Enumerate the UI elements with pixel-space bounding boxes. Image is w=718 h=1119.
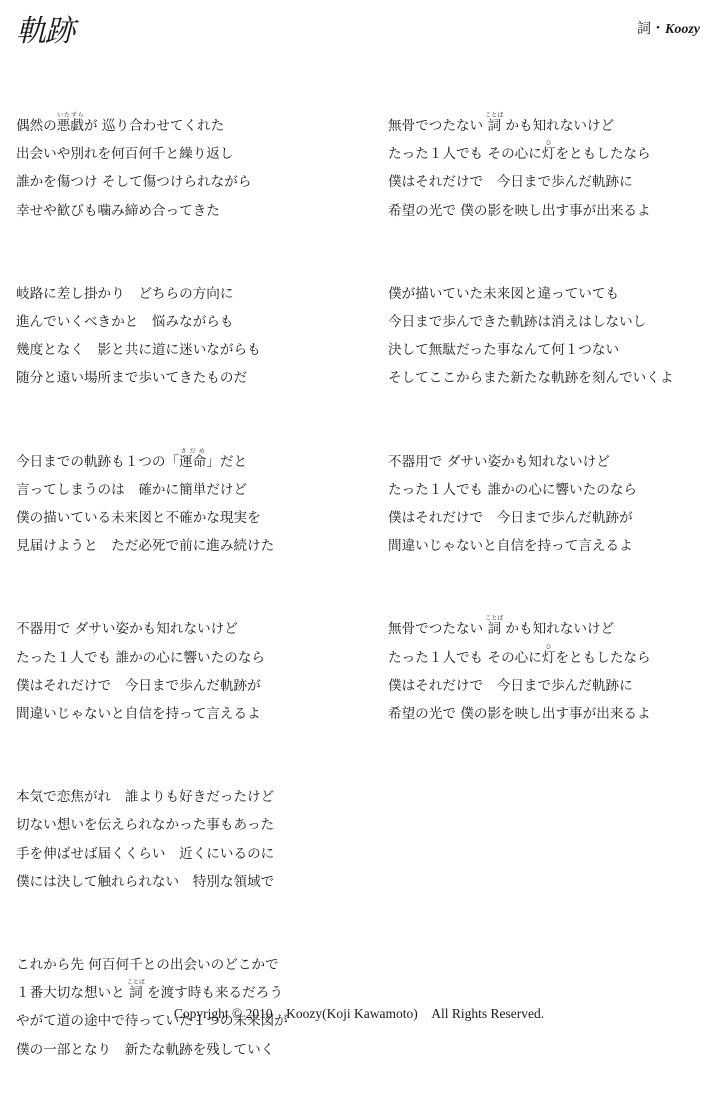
lyric-line: そしてここからまた新たな軌跡を刻んでいくよ (388, 370, 674, 387)
lyric-line: 不器用で ダサい姿かも知れないけど (16, 621, 238, 638)
lyric-line: これから先 何百何千との出会いのどこかで (16, 957, 279, 974)
furigana-ruby: 詞ことば (485, 112, 504, 134)
lyrics-stanza (388, 615, 713, 728)
song-title: 軌跡 (16, 14, 74, 49)
lyric-line: 僕はそれだけで 今日まで歩んだ軌跡に (388, 174, 633, 191)
lyrics-stanza (16, 783, 361, 896)
lyric-line: 間違いじゃないと自信を持って言えるよ (16, 706, 261, 723)
lyric-line: たった１人でも その心に灯ひをともしたなら (388, 140, 651, 163)
lyric-line: 僕には決して触れられない 特別な領域で (16, 873, 275, 890)
lyrics-left-column (16, 112, 361, 1119)
credit-author: Koozy (665, 22, 700, 37)
furigana-ruby: 運命さだめ (179, 447, 207, 470)
lyric-line: たった１人でも 誰かの心に響いたのなら (388, 481, 638, 498)
lyrics-right-column (388, 112, 713, 783)
lyrics-stanza (388, 112, 713, 225)
lyric-line: 言ってしまうのは 確かに簡単だけど (16, 481, 248, 498)
lyrics-stanza (16, 112, 361, 225)
lyric-line: 進んでいくべきかと 悩みながらも (16, 314, 234, 331)
lyric-line: 希望の光で 僕の影を映し出す事が出来るよ (388, 706, 651, 723)
lyric-line: 今日までの軌跡も１つの「運命さだめ」だと (16, 447, 248, 470)
lyricist-credit (637, 18, 700, 38)
lyric-line: 僕の一部となり 新たな軌跡を残していく (16, 1041, 275, 1058)
lyric-line: 無骨でつたない 詞ことば かも知れないけど (388, 615, 615, 638)
lyric-line: 誰かを傷つけ そして傷つけられながら (16, 174, 252, 191)
lyric-line: 幾度となく 影と共に道に迷いながらも (16, 342, 261, 359)
lyric-line: 見届けようと ただ必死で前に進み続けた (16, 538, 275, 555)
lyric-line: 無骨でつたない 詞ことば かも知れないけど (388, 112, 615, 134)
lyric-line: たった１人でも 誰かの心に響いたのなら (16, 649, 266, 666)
furigana-ruby: 詞ことば (485, 615, 504, 638)
lyric-line: １番大切な想いと 詞ことば を渡す時も来るだろう (16, 979, 283, 1002)
lyric-line: 僕の描いている未来図と不確かな現実を (16, 510, 261, 527)
lyric-line: 僕はそれだけで 今日まで歩んだ軌跡に (388, 677, 633, 694)
lyrics-stanza (16, 615, 361, 728)
lyric-line: 随分と遠い場所まで歩いてきたものだ (16, 370, 248, 387)
copyright-footer: Copyright © 2010 Koozy(Koji Kawamoto) All Rights Reserved. (173, 1006, 545, 1021)
lyric-line: 今日まで歩んできた軌跡は消えはしないし (388, 314, 647, 331)
lyrics-stanza (16, 280, 361, 393)
lyrics-stanza (16, 448, 361, 561)
lyric-line: 不器用で ダサい姿かも知れないけど (388, 453, 610, 470)
furigana-ruby: 詞ことば (126, 979, 145, 1002)
lyric-line: 僕はそれだけで 今日まで歩んだ軌跡が (16, 677, 261, 694)
lyric-line: 僕はそれだけで 今日まで歩んだ軌跡が (388, 510, 633, 527)
lyric-line: 幸せや歓びも噛み締め合ってきた (16, 202, 220, 219)
lyric-line: 手を伸ばせば届くくらい 近くにいるのに (16, 845, 275, 862)
lyric-line: 間違いじゃないと自信を持って言えるよ (388, 538, 633, 555)
lyric-line: 切ない想いを伝えられなかった事もあった (16, 817, 275, 834)
lyric-line: 決して無駄だった事なんて何１つない (388, 342, 620, 359)
lyric-line: 出会いや別れを何百何千と繰り返し (16, 146, 234, 163)
lyric-line: 本気で恋焦がれ 誰よりも好きだったけど (16, 789, 275, 806)
lyrics-stanza (388, 448, 713, 561)
lyric-line: 偶然の悪戯いたずらが 巡り合わせてくれた (16, 112, 225, 134)
lyric-line: たった１人でも その心に灯ひをともしたなら (388, 643, 651, 666)
furigana-ruby: 灯ひ (541, 643, 556, 666)
furigana-ruby: 灯ひ (541, 140, 556, 163)
credit-label: 詞・ (637, 21, 665, 37)
lyric-line: 僕が描いていた未来図と違っていても (388, 285, 620, 302)
lyric-line: やがて道の途中で待っていた１つの未来図が (16, 1013, 288, 1030)
lyric-line: 希望の光で 僕の影を映し出す事が出来るよ (388, 202, 651, 219)
lyrics-stanza (388, 280, 713, 393)
lyric-line: 岐路に差し掛かり どちらの方向に (16, 285, 234, 302)
furigana-ruby: 悪戯いたずら (56, 112, 84, 134)
